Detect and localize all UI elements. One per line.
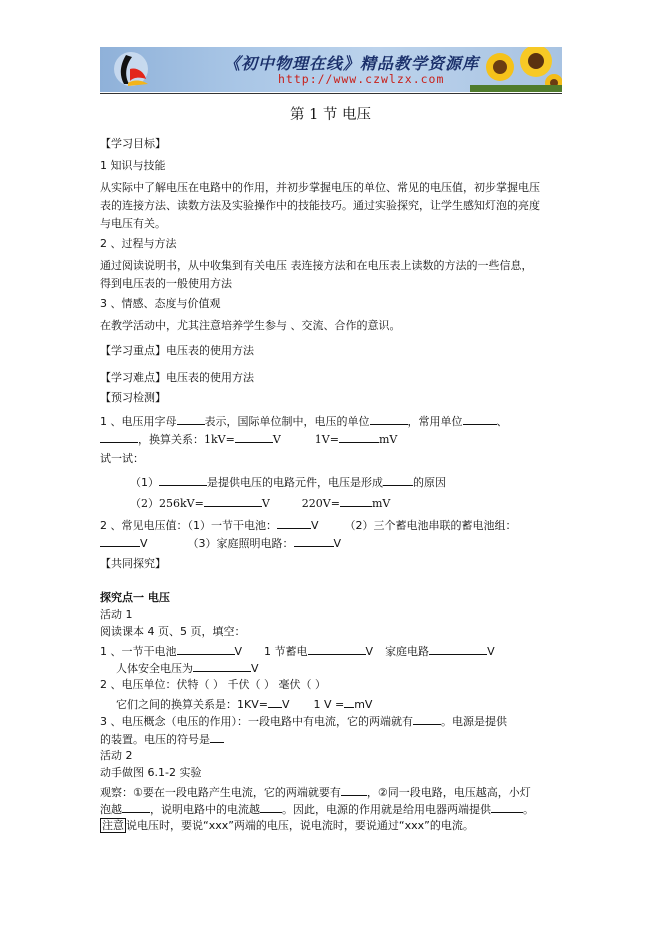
note-text: 说电压时，要说“xxx”两端的电压，说电流时，要说通过“xxx”的电流。 (126, 819, 474, 832)
q-text: V (261, 497, 270, 510)
blank (210, 731, 224, 743)
q-text: 。电源是提供 (441, 715, 507, 728)
reading-q3 (100, 713, 507, 729)
goals-heading: 【学习目标】 (100, 137, 166, 150)
key-label: 【学习重点】 (100, 344, 166, 357)
q-text: mV (371, 497, 391, 510)
q-text: （2）256kV= (130, 497, 204, 510)
explore-heading: 【共同探究】 (100, 557, 166, 570)
observation-line1 (100, 784, 531, 800)
q-text: V (140, 537, 148, 550)
blank (294, 535, 334, 547)
q-text: V (311, 519, 319, 532)
blank (429, 643, 487, 655)
experiment-instruction: 动手做图 6.1-2 实验 (100, 766, 202, 779)
difficulty-label: 【学习难点】 (100, 371, 166, 384)
q-text: ，常用单位 (407, 415, 463, 428)
site-url: http://www.czwlzx.com (278, 72, 445, 86)
q-text: 它们之间的换算关系是：1KV= (116, 698, 268, 711)
blank (308, 643, 366, 655)
q-text: 。 (523, 803, 534, 816)
q-text: V (365, 645, 374, 658)
blank (177, 413, 205, 425)
preview-heading: 【预习检测】 (100, 391, 166, 404)
blank (370, 413, 408, 425)
blank (177, 643, 235, 655)
q-text: V (281, 698, 290, 711)
knowledge-line: 表的连接方法、读数方法及实验操作中的技能技巧。通过实验探究，让学生感知灯泡的亮度 (100, 199, 540, 212)
blank (122, 801, 150, 813)
q-text: 是提供电压的电路元件，电压是形成 (207, 476, 383, 489)
q-text: 观察：①要在一段电路产生电流，它的两端就要有 (100, 786, 341, 799)
blank (463, 413, 497, 425)
site-name: 《初中物理在线》精品教学资源库 (224, 54, 480, 73)
explore-point-1: 探究点一 电压 (100, 591, 170, 604)
difficulty-points (100, 371, 254, 385)
q-text: V (487, 645, 495, 658)
key-text: 电压表的使用方法 (166, 344, 254, 357)
blank (100, 535, 140, 547)
blank (344, 696, 354, 708)
q-text: 的原因 (413, 476, 446, 489)
activity-2: 活动 2 (100, 749, 133, 762)
q-text: 表示，国际单位制中，电压的单位 (204, 415, 370, 428)
q-text: 人体安全电压为 (116, 662, 193, 675)
preview-q1-line1 (100, 413, 508, 429)
common-voltage-line2 (100, 535, 341, 551)
q-text: （1） (130, 476, 159, 489)
process-line: 得到电压表的一般使用方法 (100, 277, 232, 290)
attitude-heading: 3 、情感、态度与价值观 (100, 297, 221, 310)
blank (268, 696, 282, 708)
q-text: ，说明电路中的电流越 (150, 803, 260, 816)
process-line: 通过阅读说明书，从中收集到有关电压 表连接方法和在电压表上读数的方法的一些信息， (100, 259, 533, 272)
q-text: 。因此，电源的作用就是给用电器两端提供 (282, 803, 491, 816)
reading-q1 (100, 643, 495, 659)
knowledge-line: 与电压有关。 (100, 217, 166, 230)
q-text: 、 (496, 415, 508, 428)
blank (383, 474, 413, 486)
knowledge-heading: 1 知识与技能 (100, 159, 166, 172)
q-text: ，②同一段电路，电压越高，小灯 (366, 786, 531, 799)
page-title: 第 1 节 电压 (289, 107, 372, 123)
blank (193, 660, 251, 672)
note-label: 注意 (102, 819, 124, 832)
try-q1 (130, 474, 446, 490)
reading-q2b (116, 696, 372, 712)
q-text: mV (378, 433, 398, 446)
q-text: 1 节蓄电 (264, 645, 308, 658)
q-text: 2 、常见电压值：（1）一节干电池： (100, 519, 277, 532)
reading-instruction: 阅读课本 4 页、5 页，填空： (100, 625, 246, 638)
try-q2 (130, 495, 390, 511)
q-text: 1V= (314, 433, 339, 446)
q-text: V (272, 433, 281, 446)
knowledge-line: 从实际中了解电压在电路中的作用，并初步掌握电压的单位、常见的电压值，初步掌握电压 (100, 181, 540, 194)
key-points (100, 344, 254, 358)
reading-q3b (100, 731, 224, 747)
q-text: V (333, 537, 342, 550)
q-text: 1 、电压用字母 (100, 415, 177, 428)
blank (340, 495, 372, 507)
q-text: V (251, 662, 259, 675)
blank (235, 431, 273, 443)
q-text: 1 、一节干电池 (100, 645, 177, 658)
q-text: V (234, 645, 243, 658)
reading-q1b (116, 660, 259, 676)
header-banner (100, 47, 562, 92)
observation-line2 (100, 801, 534, 817)
difficulty-text: 电压表的使用方法 (166, 371, 254, 384)
blank (204, 495, 262, 507)
blank (341, 784, 367, 796)
q-text: mV (354, 698, 373, 711)
q-text: 家庭电路 (385, 645, 430, 658)
activity-1: 活动 1 (100, 608, 133, 621)
q-text: 泡越 (100, 803, 122, 816)
header-rule (100, 93, 562, 94)
try-heading: 试一试： (100, 452, 144, 465)
note-line (100, 819, 474, 833)
q-text: ，换算关系：1kV= (138, 433, 235, 446)
blank (260, 801, 282, 813)
blank (277, 517, 311, 529)
site-logo-icon (106, 49, 156, 89)
reading-q2: 2 、电压单位：伏特（ ） 千伏（ ） 毫伏（ ） (100, 678, 326, 691)
q-text: 1 V = (313, 698, 345, 711)
blank (491, 801, 523, 813)
preview-q1-line2 (100, 431, 397, 447)
common-voltage-line1 (100, 517, 517, 533)
blank (339, 431, 379, 443)
q-text: 的装置。电压的符号是 (100, 733, 210, 746)
attitude-line: 在教学活动中，尤其注意培养学生参与 、交流、合作的意识。 (100, 319, 401, 332)
q-text: 220V= (301, 497, 340, 510)
blank (100, 431, 138, 443)
blank (159, 474, 207, 486)
blank (413, 713, 441, 725)
process-heading: 2 、过程与方法 (100, 237, 177, 250)
q-text: 3 、电压概念（电压的作用）：一段电路中有电流，它的两端就有 (100, 715, 413, 728)
sunflower-icon (470, 47, 562, 92)
q-text: （2）三个蓄电池串联的蓄电池组： (344, 519, 517, 532)
q-text: （3）家庭照明电路： (187, 537, 294, 550)
